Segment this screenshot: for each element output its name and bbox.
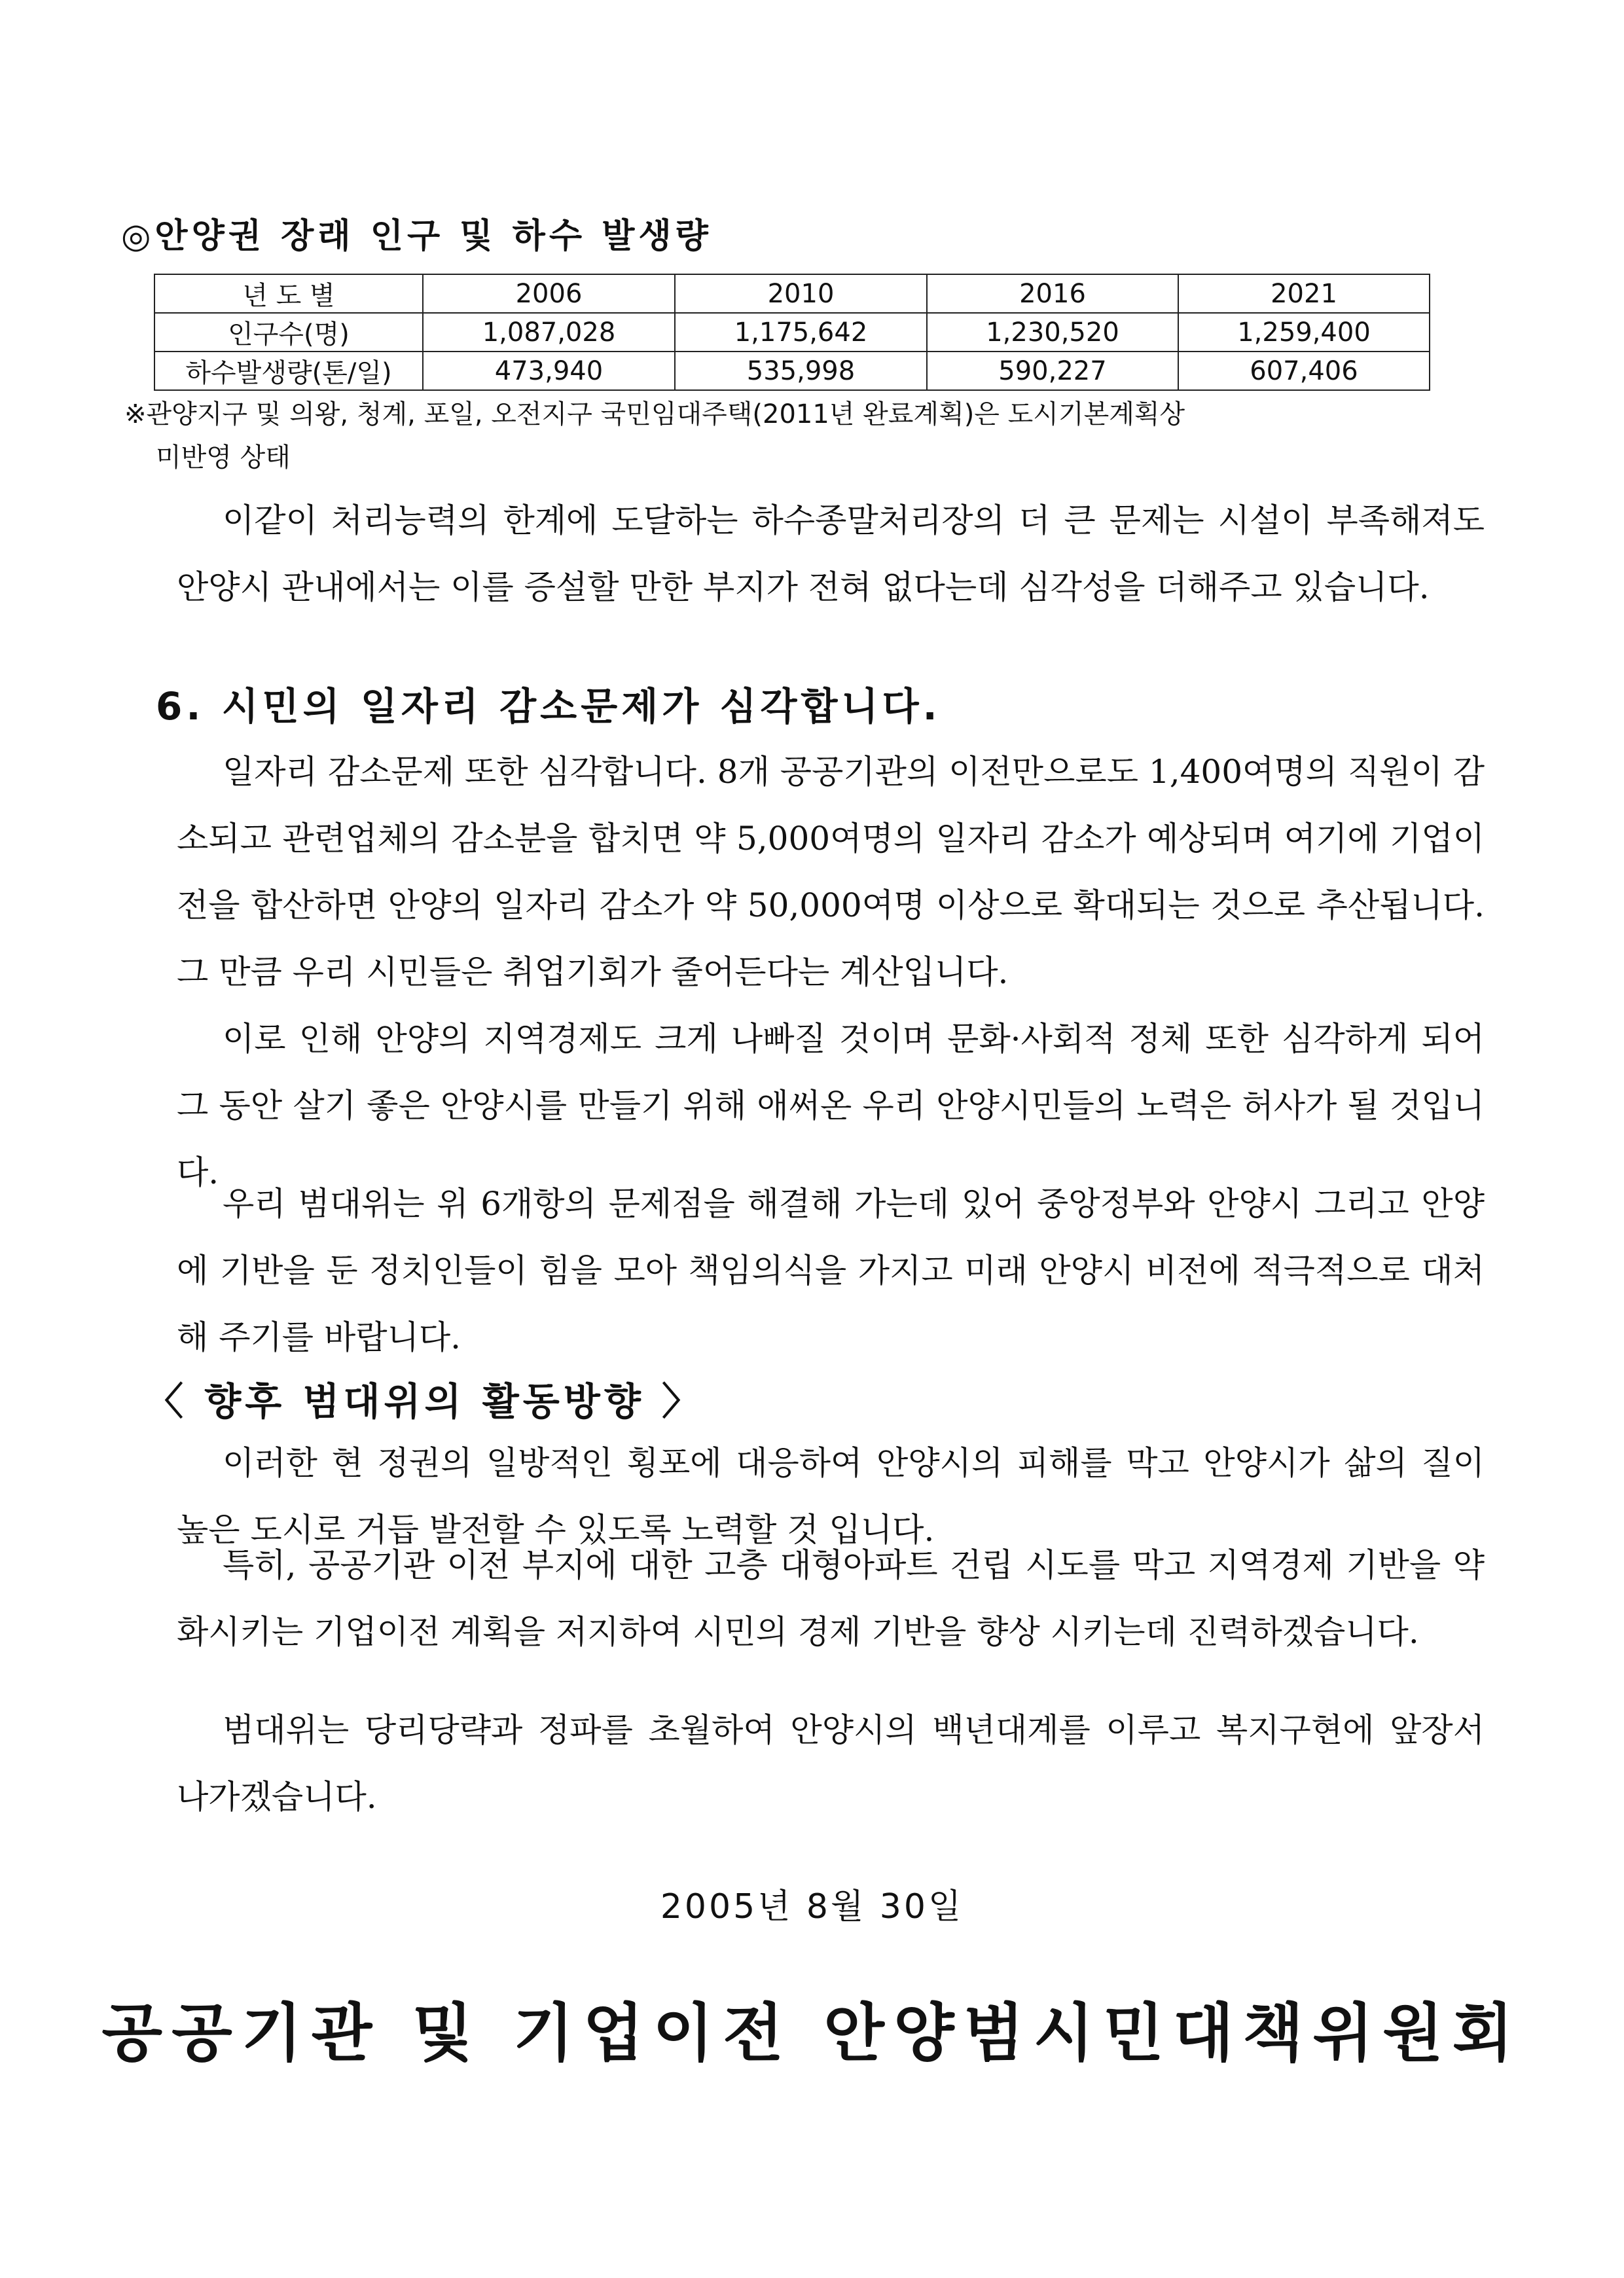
table-cell: 590,227 <box>927 352 1178 390</box>
paragraph-sewage-problem: 이같이 처리능력의 한계에 도달하는 하수종말처리장의 더 큰 문제는 시설이 부족해져도 안양시 관내에서는 이를 증설할 만한 부지가 전혀 없다는데 심각성을 더해주고 있습니다. <box>177 501 1485 606</box>
table-cell: 535,998 <box>675 352 927 390</box>
table-header-cell: 2016 <box>927 274 1178 313</box>
document-date: 2005년 8월 30일 <box>660 1887 964 1926</box>
table-header-cell: 2010 <box>675 274 927 313</box>
population-sewage-table <box>154 274 1430 391</box>
paragraph-committee-request: 우리 범대위는 위 6개항의 문제점을 해결해 가는데 있어 중앙정부와 안양시 그리고 안양에 기반을 둔 정치인들이 힘을 모아 책임의식을 가지고 미래 안양시 비전에 적극적으로 대처해 주기를 바랍니다. <box>177 1185 1485 1356</box>
organization-name: 공공기관 및 기업이전 안양범시민대책위원회 <box>101 1996 1523 2070</box>
table-cell: 473,940 <box>423 352 675 390</box>
paragraph-regional-economy: 이로 인해 안양의 지역경제도 크게 나빠질 것이며 문화·사회적 정체 또한 심각하게 되어 그 동안 살기 좋은 안양시를 만들기 위해 애써온 우리 안양시민들의 노력은 허사가 될 것입니다. <box>177 1020 1485 1191</box>
paragraph-response: 이러한 현 정권의 일방적인 횡포에 대응하여 안양시의 피해를 막고 안양시가 삶의 질이 높은 도시로 거듭 발전할 수 있도록 노력할 것 입니다. <box>177 1444 1485 1549</box>
footnote-line: 미반영 상태 <box>156 443 291 473</box>
table-cell: 하수발생량(톤/일) <box>154 352 423 390</box>
paragraph-prevent-relocation: 특히, 공공기관 이전 부지에 대한 고층 대형아파트 건립 시도를 막고 지역경제 기반을 약화시키는 기업이전 계획을 저지하여 시민의 경제 기반을 향상 시키는데 진력하겠습니다. <box>177 1546 1485 1651</box>
table-cell: 1,259,400 <box>1178 313 1430 352</box>
table-row-sewage <box>154 352 1430 390</box>
table-cell: 1,087,028 <box>423 313 675 352</box>
section-title: ◎안양권 장래 인구 및 하수 발생량 <box>121 217 712 256</box>
table-header-cell: 년 도 별 <box>154 274 423 313</box>
table-row-population <box>154 313 1430 352</box>
heading-section-6: 6. 시민의 일자리 감소문제가 심각합니다. <box>156 684 941 729</box>
footnote-line: ※관양지구 및 의왕, 청계, 포일, 오전지구 국민임대주택(2011년 완료계획)은 도시기본계획상 <box>124 399 1185 429</box>
table-header-cell: 2021 <box>1178 274 1430 313</box>
table-cell: 607,406 <box>1178 352 1430 390</box>
paragraph-committee-pledge: 범대위는 당리당략과 정파를 초월하여 안양시의 백년대계를 이루고 복지구현에 앞장서 나가겠습니다. <box>177 1711 1485 1816</box>
table-footnote <box>124 393 1499 479</box>
heading-future-activities: 〈 향후 범대위의 활동방향 〉 <box>145 1379 704 1424</box>
table-cell: 인구수(명) <box>154 313 423 352</box>
table-cell: 1,175,642 <box>675 313 927 352</box>
table-header-row <box>154 274 1430 313</box>
table-cell: 1,230,520 <box>927 313 1178 352</box>
table-header-cell: 2006 <box>423 274 675 313</box>
paragraph-job-loss: 일자리 감소문제 또한 심각합니다. 8개 공공기관의 이전만으로도 1,400여명의 직원이 감소되고 관련업체의 감소분을 합치면 약 5,000여명의 일자리 감소가 예상되며 여기에 기업이전을 합산하면 안양의 일자리 감소가 약 50,000여명 이상으로 확대되는 것으로 추산됩니다. 그 만큼 우리 시민들은 취업기회가 줄어든다는 계산입니다. <box>177 753 1485 991</box>
